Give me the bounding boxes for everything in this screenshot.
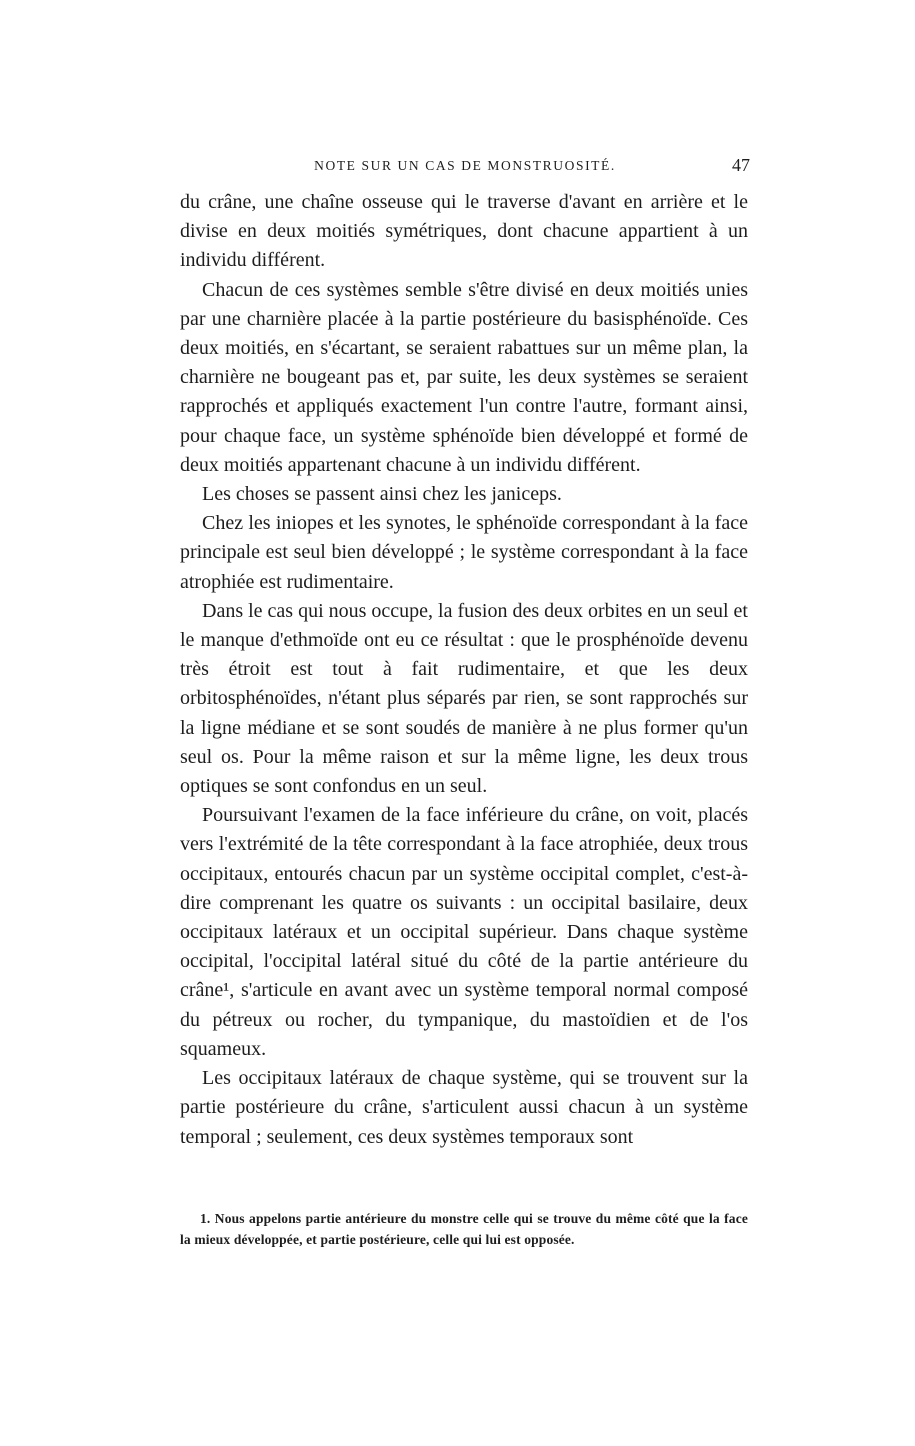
body-text (180, 188, 748, 1152)
paragraph: Les occipitaux latéraux de chaque système, qui se trouvent sur la partie postérieure du crâne, s'articulent aussi chacun à un système temporal ; seulement, ces deux systèmes temporaux sont (180, 1067, 748, 1148)
paragraph: du crâne, une chaîne osseuse qui le traverse d'avant en arrière et le divise en deux moitiés symétriques, dont chacune appartient à un individu différent. (180, 191, 748, 272)
page-header (180, 155, 750, 182)
paragraph: Chez les iniopes et les synotes, le sphénoïde correspondant à la face principale est seul bien développé ; le système correspondant à la face atrophiée est rudimentaire. (180, 512, 748, 593)
paragraph: Poursuivant l'examen de la face inférieure du crâne, on voit, placés vers l'extrémité de la tête correspondant à la face atrophiée, deux trous occipitaux, entourés chacun par un système occipital complet, c'est-à-dire comprenant les quatre os suivants : un occipital basilaire, deux occipitaux latéraux et un occipital supérieur. Dans chaque système occipital, l'occipital latéral situé du côté de la partie antérieure du crâne¹, s'articule en avant avec un système temporal normal composé du pétreux ou rocher, du tympanique, du mastoïdien et de l'os squameux. (180, 804, 748, 1060)
paragraph: Chacun de ces systèmes semble s'être divisé en deux moitiés unies par une charnière placée à la partie postérieure du basisphénoïde. Ces deux moitiés, en s'écartant, se seraient rabattues sur un même plan, la charnière ne bougeant pas et, par suite, les deux systèmes se seraient rapprochés et appliqués exactement l'un contre l'autre, formant ainsi, pour chaque face, un système sphénoïde bien développé et formé de deux moitiés appartenant chacune à un individu différent. (180, 278, 748, 476)
paragraph: Dans le cas qui nous occupe, la fusion des deux orbites en un seul et le manque d'ethmoïde ont eu ce résultat : que le prosphénoïde devenu très étroit est tout à fait rudimentaire, et que les deux orbitosphénoïdes, n'étant plus séparés par rien, se sont rapprochés sur la ligne médiane et se sont soudés de manière à ne plus former qu'un seul os. Pour la même raison et sur la même ligne, les deux trous optiques se sont confondus en un seul. (180, 599, 748, 798)
paragraph: Les choses se passent ainsi chez les janiceps. (202, 483, 562, 506)
footnote: 1. Nous appelons partie antérieure du monstre celle qui se trouve du même côté que la face la mieux développée, et partie postérieure, celle qui lui est opposée. (180, 1211, 748, 1247)
page-number: 47 (732, 155, 750, 175)
footnotes (180, 1208, 748, 1250)
running-title: NOTE SUR UN CAS DE MONSTRUOSITÉ. (314, 158, 616, 173)
